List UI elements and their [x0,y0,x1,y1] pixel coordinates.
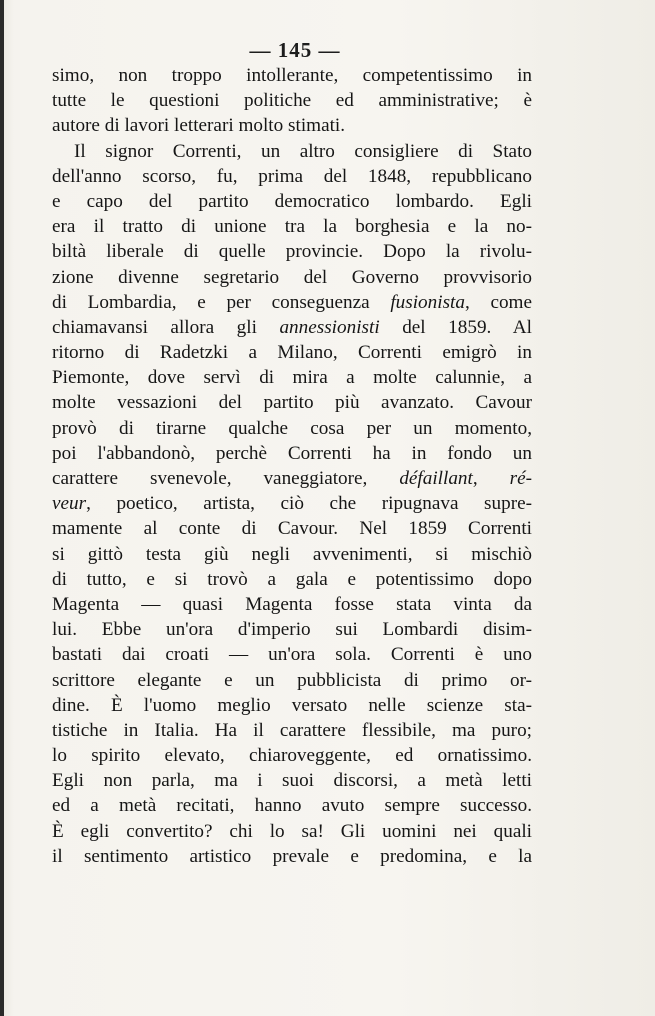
text-line: autore di lavori letterari molto stimati. [52,115,346,137]
text-line: biltà liberale di quelle provincie. Dopo la rivolu- [52,241,532,263]
text-line: veur, poetico, artista, ciò che ripugnava supre- [52,493,532,515]
text-line: si gittò testa giù negli avvenimenti, si mischiò [52,543,532,565]
text-line: e capo del partito democratico lombardo. Egli [52,190,532,212]
text-line: chiamavansi allora gli annessionisti del 1859. Al [52,316,532,338]
text-line: lui. Ebbe un'ora d'imperio sui Lombardi disim- [52,619,532,641]
text-line: il sentimento artistico prevale e predomina, e la [52,845,532,867]
text-line: dine. È l'uomo meglio versato nelle scienze sta- [52,694,532,716]
text-line: Il signor Correnti, un altro consigliere di Stato [74,140,532,162]
text-line: era il tratto di unione tra la borghesia e la no- [52,216,532,238]
text-line: mamente al conte di Cavour. Nel 1859 Correnti [52,518,532,540]
text-line: Magenta — quasi Magenta fosse stata vinta da [52,593,532,615]
text-line: È egli convertito? chi lo sa! Gli uomini nei quali [52,820,532,842]
text-line: provò di tirarne qualche cosa per un momento, [52,417,532,439]
body-text [52,63,532,869]
text-line: poi l'abbandonò, perchè Correnti ha in fondo un [52,442,532,464]
text-line: Piemonte, dove servì di mira a molte calunnie, a [52,367,532,389]
page-number: — 145 — [249,38,341,62]
page-spine-edge [0,0,4,1016]
text-line: molte vessazioni del partito più avanzato. Cavour [52,392,532,414]
text-line: di Lombardia, e per conseguenza fusionista, come [52,291,532,313]
text-line: lo spirito elevato, chiaroveggente, ed ornatissimo. [52,745,532,767]
text-line: scrittore elegante e un pubblicista di primo or- [52,669,532,691]
text-line: bastati dai croati — un'ora sola. Correnti è uno [52,644,532,666]
text-line: ed a metà recitati, hanno avuto sempre successo. [52,795,532,817]
text-line: zione divenne segretario del Governo provvisorio [52,266,532,288]
text-line: carattere svenevole, vaneggiatore, défaillant, ré- [52,468,532,489]
text-line: Egli non parla, ma i suoi discorsi, a metà letti [52,770,532,792]
text-line: ritorno di Radetzki a Milano, Correnti emigrò in [52,342,532,364]
text-line: dell'anno scorso, fu, prima del 1848, repubblicano [52,165,532,187]
text-line: tutte le questioni politiche ed amministrative; è [52,90,532,112]
text-line: tistiche in Italia. Ha il carattere flessibile, ma puro; [52,719,532,741]
text-line: simo, non troppo intollerante, competentissimo in [52,65,532,86]
text-line: di tutto, e si trovò a gala e potentissimo dopo [52,568,532,590]
